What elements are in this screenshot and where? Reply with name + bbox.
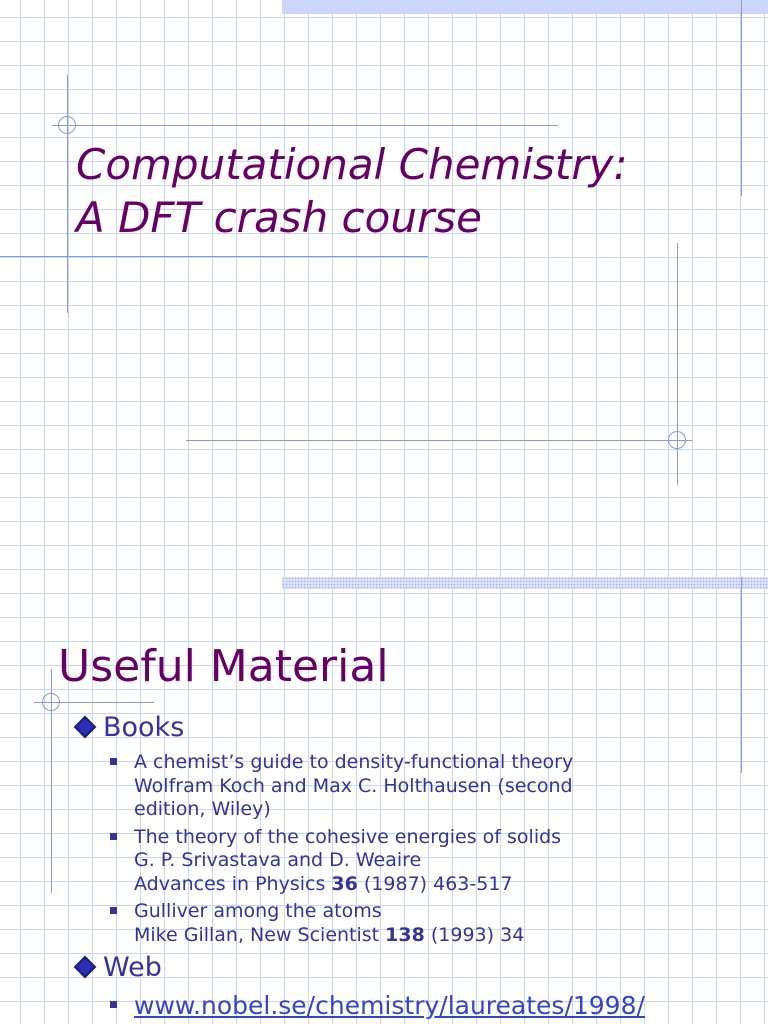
books-label: Books <box>103 712 185 743</box>
slide-title <box>76 138 628 244</box>
crosshair-circle-icon <box>58 116 76 134</box>
diamond-bullet-icon <box>74 956 97 979</box>
book-title: The theory of the cohesive energies of solids <box>134 825 562 848</box>
book-authors: G. P. Srivastava and D. Weaire <box>134 849 422 871</box>
content-slide <box>0 577 768 1024</box>
crosshair-circle-icon <box>668 431 686 449</box>
citation-text: Mike Gillan, New Scientist <box>134 923 386 946</box>
books-heading <box>72 712 184 744</box>
list-item <box>110 751 750 822</box>
books-list <box>110 751 750 951</box>
slide-heading: Useful Material <box>58 641 389 692</box>
citation-text: Advances in Physics <box>134 872 332 895</box>
decor-hline <box>0 256 428 257</box>
book-citation <box>134 924 750 948</box>
accent-bar <box>282 0 768 14</box>
list-item <box>110 826 750 897</box>
decor-vline <box>67 75 68 313</box>
square-bullet-icon <box>110 1001 117 1008</box>
book-title: Gulliver among the atoms <box>134 900 382 922</box>
square-bullet-icon <box>110 907 117 914</box>
list-item <box>110 900 750 947</box>
book-citation <box>134 873 750 897</box>
book-authors: Wolfram Koch and Max C. Holthausen (second <box>134 774 573 797</box>
decor-vline <box>741 577 742 773</box>
book-title: A chemist’s guide to density-functional theory <box>134 751 574 773</box>
nobel-link[interactable]: www.nobel.se/chemistry/laureates/1998/ <box>134 991 645 1020</box>
decor-hline <box>186 440 692 441</box>
decor-hline <box>52 125 558 126</box>
web-label: Web <box>103 952 162 983</box>
diamond-bullet-icon <box>74 716 97 739</box>
decor-vline <box>741 0 742 196</box>
square-bullet-icon <box>110 758 117 765</box>
citation-text: (1993) 34 <box>424 923 525 946</box>
accent-bar <box>282 577 768 589</box>
title-line-1: Computational Chemistry: <box>76 140 628 189</box>
title-line-2: A DFT crash course <box>76 193 482 242</box>
list-item <box>110 991 645 1021</box>
square-bullet-icon <box>110 833 117 840</box>
web-heading <box>72 952 162 984</box>
citation-text: (1987) 463-517 <box>357 872 513 895</box>
citation-volume: 36 <box>331 872 358 895</box>
crosshair-circle-icon <box>42 693 60 711</box>
book-edition: edition, Wiley) <box>134 798 271 820</box>
citation-volume: 138 <box>385 923 425 946</box>
